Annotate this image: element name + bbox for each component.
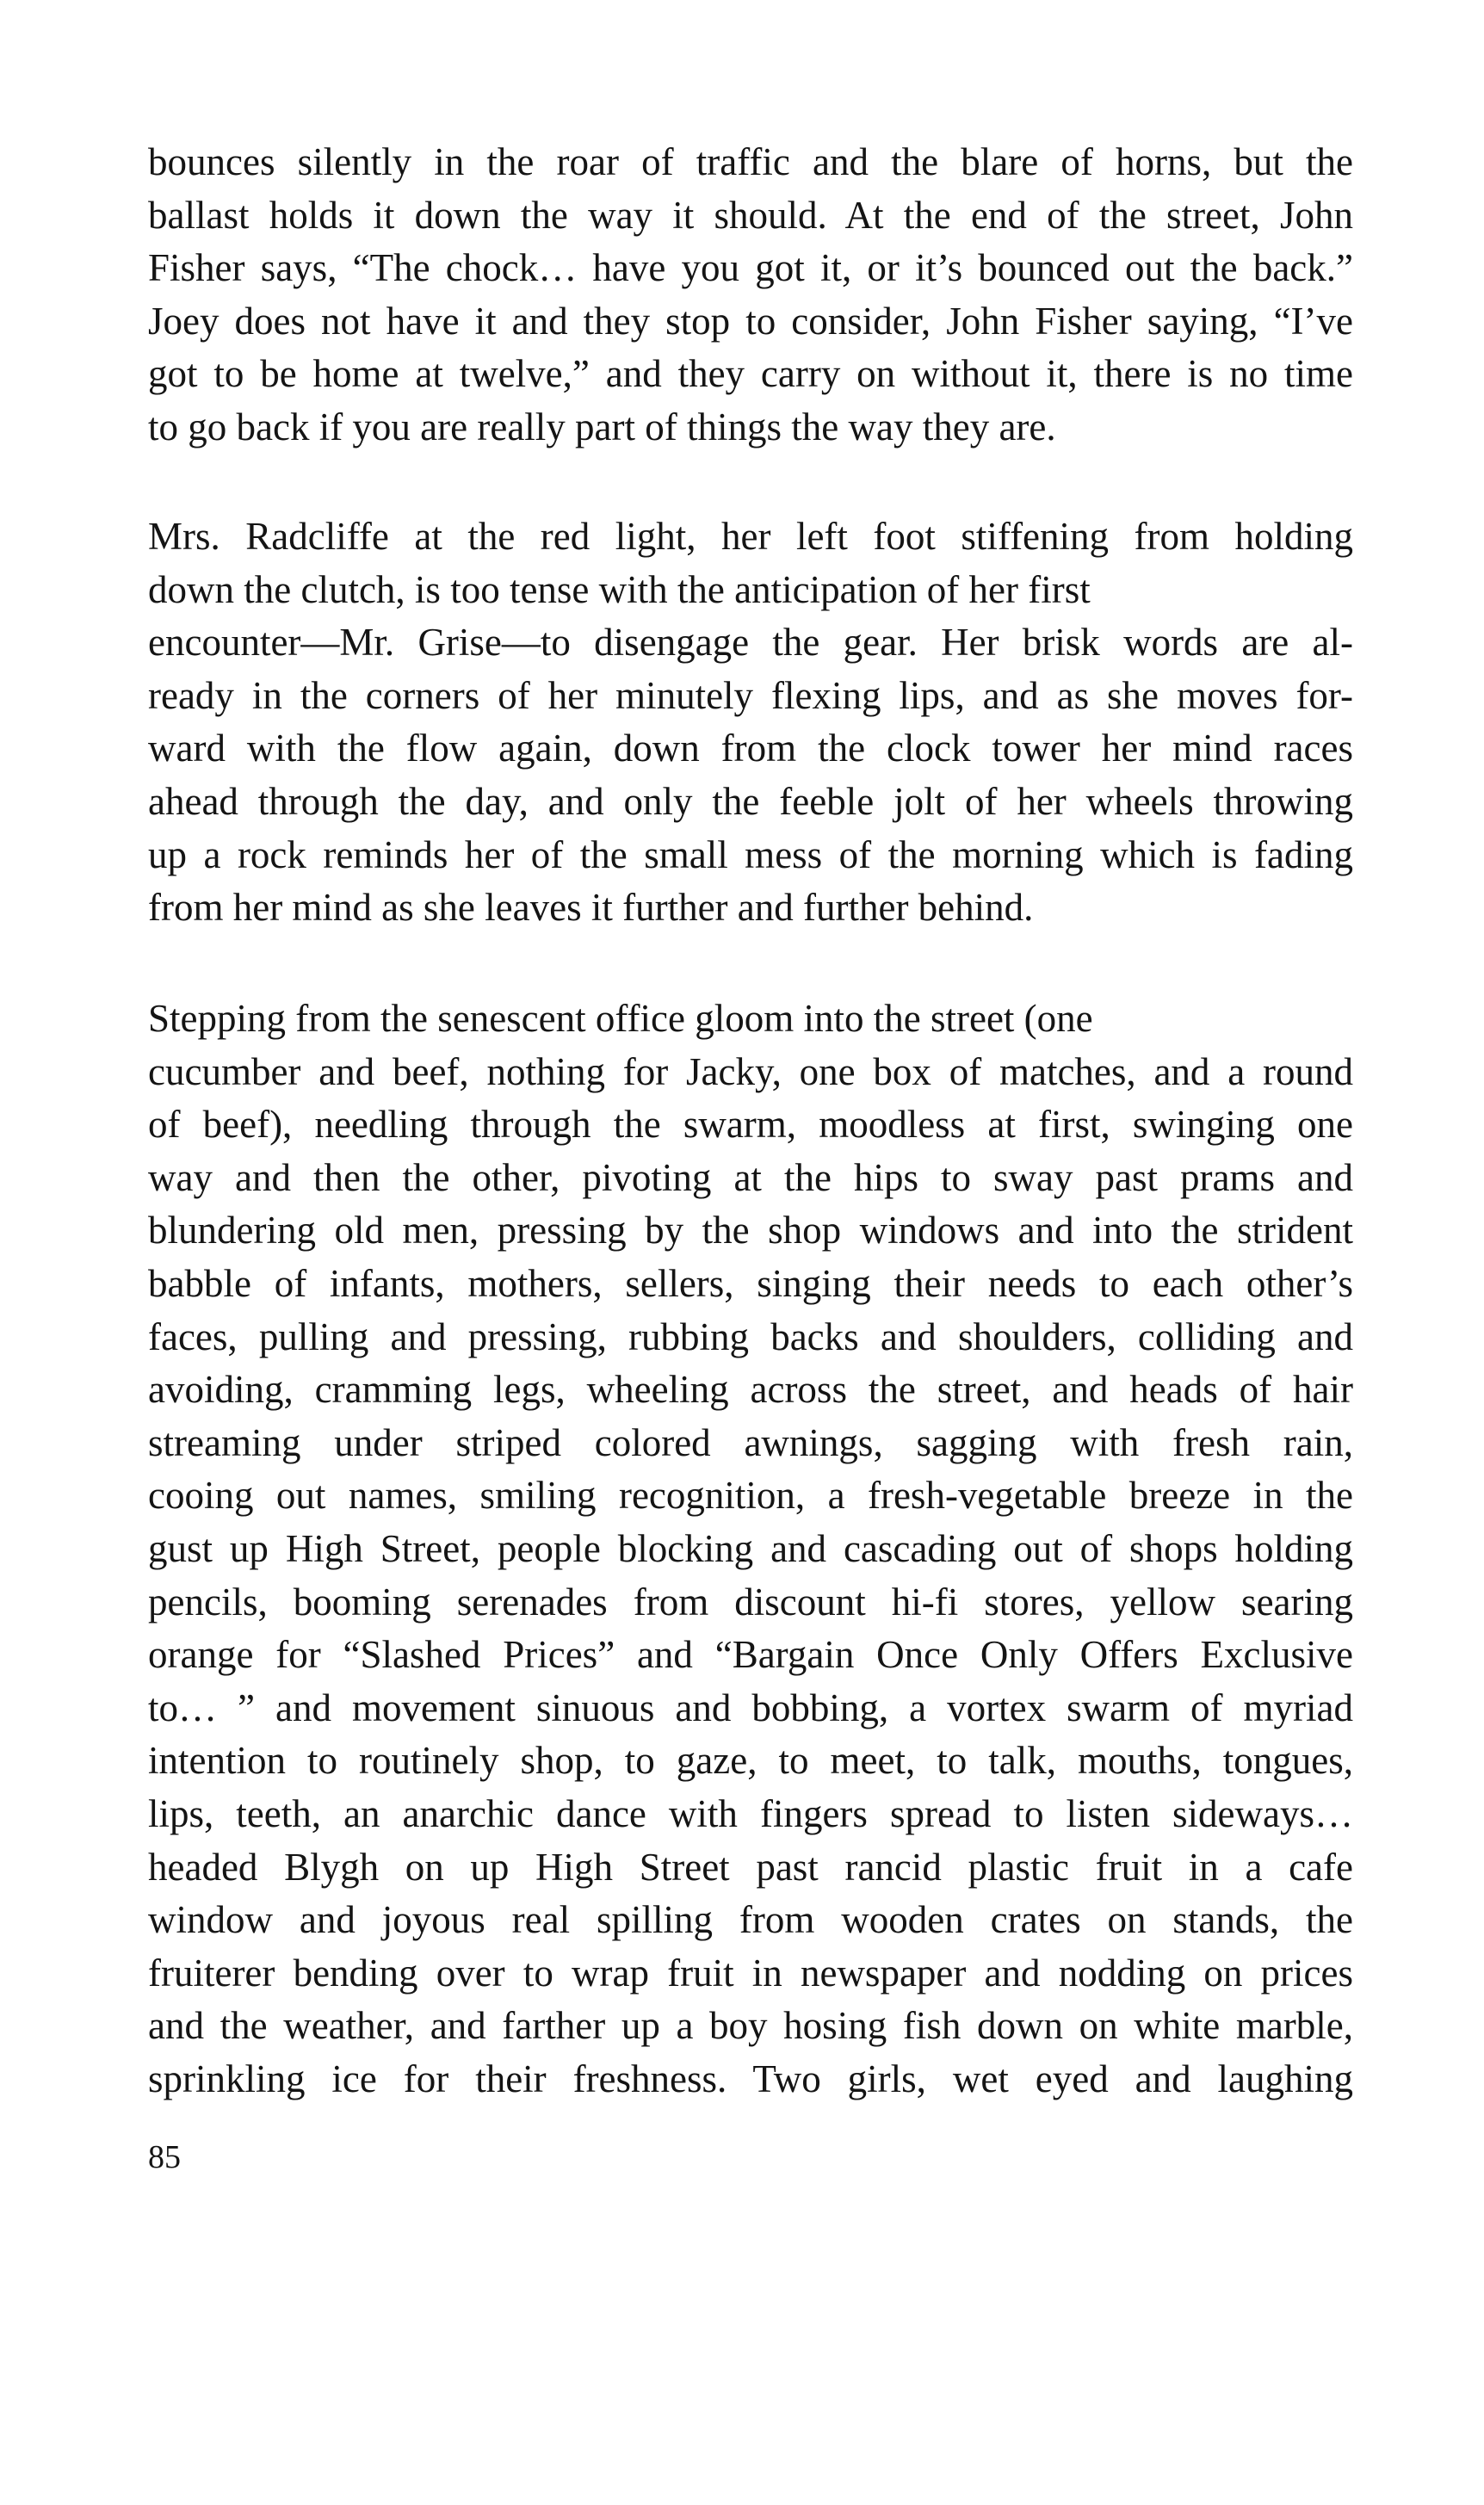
text-line: faces, pulling and pressing, rubbing backs and shoulders, colliding and bbox=[148, 1314, 1353, 1358]
text-line: bounces silently in the roar of traffic and the blare of horns, but the bbox=[148, 140, 1353, 183]
text-line: gust up High Street, people blocking and cascading out of shops holding bbox=[148, 1526, 1353, 1570]
text-line: down the clutch, is too tense with the anticipation of her first bbox=[148, 567, 1091, 611]
paragraph-2 bbox=[148, 510, 1353, 935]
text-line: to go back if you are really part of things the way they are. bbox=[148, 405, 1056, 448]
text-line: to… ” and movement sinuous and bobbing, a vortex swarm of myriad bbox=[148, 1685, 1353, 1729]
text-line: orange for “Slashed Prices” and “Bargain Once Only Offers Exclusive bbox=[148, 1633, 1353, 1677]
text-line: up a rock reminds her of the small mess of the morning which is fading bbox=[148, 832, 1353, 876]
text-line: of beef), needling through the swarm, moodless at first, swinging one bbox=[148, 1103, 1353, 1147]
page-number: 85 bbox=[148, 2139, 181, 2175]
text-line: Stepping from the senescent office gloom into the street (one bbox=[148, 997, 1093, 1040]
text-line: streaming under striped colored awnings, sagging with fresh rain, bbox=[148, 1420, 1353, 1464]
text-line: window and joyous real spilling from wooden crates on stands, the bbox=[148, 1898, 1353, 1942]
text-line: ward with the flow again, down from the clock tower her mind races bbox=[148, 727, 1353, 770]
text-line: encounter—Mr. Grise—to disengage the gear. Her brisk words are al- bbox=[148, 621, 1353, 665]
text-line: ready in the corners of her minutely flexing lips, and as she moves for- bbox=[148, 673, 1353, 717]
text-line: avoiding, cramming legs, wheeling across the street, and heads of hair bbox=[148, 1368, 1353, 1412]
text-line: blundering old men, pressing by the shop windows and into the strident bbox=[148, 1209, 1353, 1252]
paragraph-1 bbox=[148, 136, 1353, 455]
text-line: sprinkling ice for their freshness. Two girls, wet eyed and laughing bbox=[148, 2057, 1353, 2100]
text-line: fruiterer bending over to wrap fruit in newspaper and nodding on prices bbox=[148, 1951, 1353, 1995]
text-line: lips, teeth, an anarchic dance with fingers spread to listen sideways… bbox=[148, 1791, 1353, 1835]
text-line: ahead through the day, and only the feeble jolt of her wheels throwing bbox=[148, 779, 1353, 823]
text-line: Joey does not have it and they stop to consider, John Fisher saying, “I’ve bbox=[148, 299, 1353, 343]
text-line: headed Blygh on up High Street past rancid plastic fruit in a cafe bbox=[148, 1845, 1353, 1889]
text-line: Fisher says, “The chock… have you got it, or it’s bounced out the back.” bbox=[148, 246, 1353, 290]
text-line: cucumber and beef, nothing for Jacky, one box of matches, and a round bbox=[148, 1049, 1353, 1093]
text-line: Mrs. Radcliffe at the red light, her left foot stiffening from holding bbox=[148, 515, 1353, 558]
text-line: and the weather, and farther up a boy hosing fish down on white marble, bbox=[148, 2004, 1353, 2048]
text-line: from her mind as she leaves it further and further behind. bbox=[148, 886, 1034, 930]
text-line: got to be home at twelve,” and they carry on without it, there is no time bbox=[148, 352, 1353, 396]
text-line: cooing out names, smiling recognition, a fresh-vegetable breeze in the bbox=[148, 1474, 1353, 1518]
text-line: pencils, booming serenades from discount hi-fi stores, yellow searing bbox=[148, 1580, 1353, 1624]
text-line: intention to routinely shop, to gaze, to meet, to talk, mouths, tongues, bbox=[148, 1739, 1353, 1783]
text-line: way and then the other, pivoting at the hips to sway past prams and bbox=[148, 1155, 1353, 1199]
paragraph-3 bbox=[148, 993, 1353, 2106]
text-line: ballast holds it down the way it should. At the end of the street, John bbox=[148, 193, 1353, 237]
text-line: babble of infants, mothers, sellers, singing their needs to each other’s bbox=[148, 1261, 1353, 1305]
